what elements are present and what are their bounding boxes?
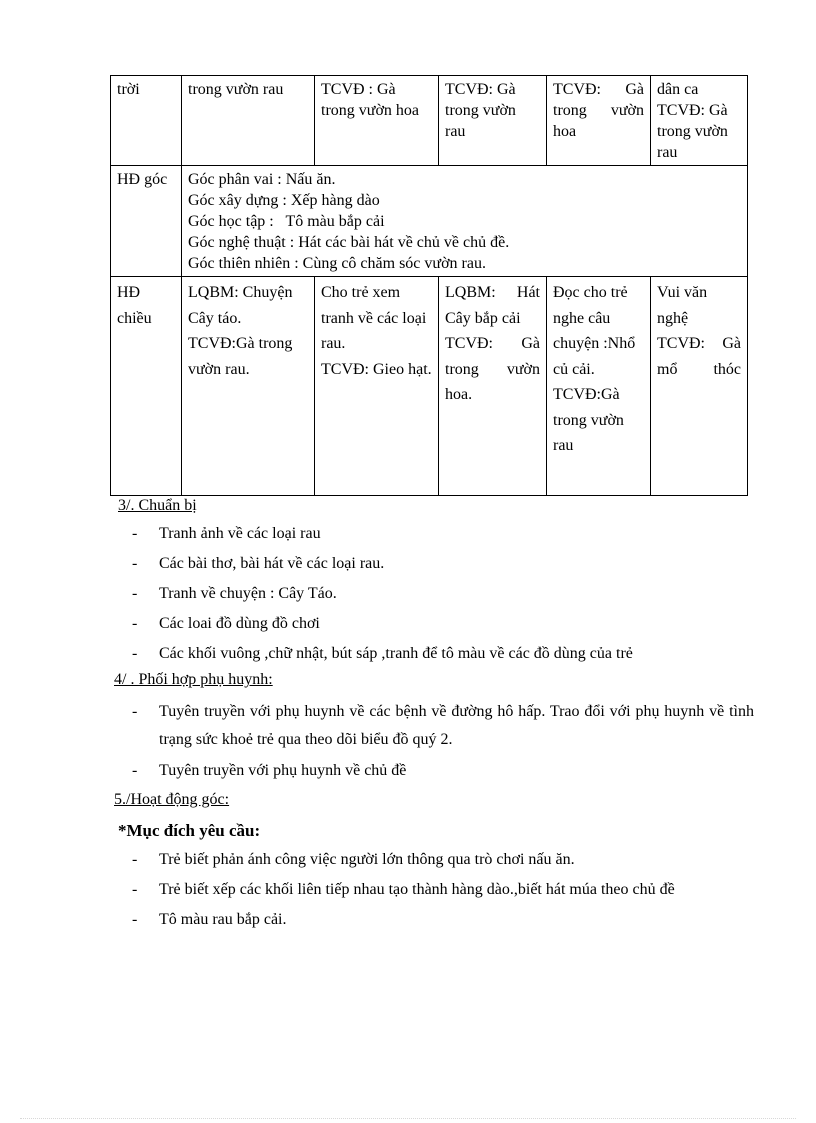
cell-text: Cho trẻ xem tranh về các loại rau. [321, 284, 427, 352]
table-cell: trong vườn rau [182, 76, 315, 166]
corners-heading: 5./Hoạt động góc: [114, 791, 230, 808]
cell-text: Đọc cho trẻ nghe câu chuyện :Nhổ củ cải. [553, 284, 636, 378]
table-row-corner-activities [111, 166, 748, 277]
list-item: - Tuyên truyền với phụ huynh về chủ đề [114, 758, 754, 784]
row-label-corner: HĐ góc [111, 166, 182, 277]
cell-text: LQBM: Hát Cây bắp cải [445, 284, 540, 327]
table-cell: dân ca TCVĐ: Gà trong vườn rau [651, 76, 748, 166]
cell-text: Vui văn nghệ [657, 284, 708, 327]
list-item: - Trẻ biết phản ánh công việc người lớn thông qua trò chơi nấu ăn. [114, 847, 754, 873]
table-cell: TCVĐ: Gà trong vườn hoa [547, 76, 651, 166]
list-item: - Tuyên truyền với phụ huynh về các bệnh về đường hô hấp. Trao đổi với phụ huynh về tình trạng sức khoẻ trẻ qua theo dõi biểu đồ quý 2. [114, 698, 754, 754]
table-cell: TCVĐ : Gà trong vườn hoa [315, 76, 439, 166]
corner-line: Góc nghệ thuật : Hát các bài hát về chủ về chủ đề. [188, 234, 510, 251]
corner-activities-cell [182, 166, 748, 277]
corner-line: Góc học tập : Tô màu bắp cải [188, 213, 385, 230]
table-cell: TCVĐ: Gà trong vườn rau [439, 76, 547, 166]
list-item: - Các khối vuông ,chữ nhật, bút sáp ,tranh để tô màu về các đồ dùng của trẻ [114, 641, 754, 667]
goal-list [114, 847, 754, 933]
cell-text: LQBM: Chuyện Cây táo. [188, 284, 293, 327]
list-item: - Các loai đồ dùng đồ chơi [114, 611, 754, 637]
cell-text: TCVĐ: Gà trong vườn hoa. [445, 335, 540, 403]
cell-text: TCVĐ:Gà trong vườn rau. [188, 335, 293, 378]
table-row-afternoon [111, 277, 748, 496]
list-item: - Tranh ảnh về các loại rau [114, 521, 754, 547]
corner-line: Góc xây dựng : Xếp hàng dào [188, 192, 380, 209]
table-cell [315, 277, 439, 496]
page-edge [20, 1118, 796, 1119]
parents-heading: 4/ . Phối hợp phụ huynh: [114, 671, 273, 688]
list-item: - Trẻ biết xếp các khối liên tiếp nhau tạo thành hàng dào.,biết hát múa theo chủ đề [114, 877, 754, 903]
table-cell [651, 277, 748, 496]
table-cell [439, 277, 547, 496]
prep-list [114, 521, 754, 667]
row-label-outdoor: trời [111, 76, 182, 166]
parents-list [114, 698, 754, 784]
schedule-table [110, 75, 748, 496]
list-item: - Tranh về chuyện : Cây Táo. [114, 581, 754, 607]
row-label-afternoon: HĐ chiều [111, 277, 182, 496]
cell-text: TCVĐ: Gà mổ thóc [657, 335, 741, 378]
cell-text: TCVĐ: Gieo hạt. [321, 360, 432, 378]
list-item: - Các bài thơ, bài hát về các loại rau. [114, 551, 754, 577]
goal-heading: *Mục đích yêu cầu: [118, 821, 261, 840]
prep-heading: 3/. Chuẩn bị [118, 497, 197, 514]
cell-text: TCVĐ:Gà trong vườn rau [553, 386, 624, 454]
table-cell [182, 277, 315, 496]
table-cell [547, 277, 651, 496]
corner-line: Góc phân vai : Nấu ăn. [188, 171, 336, 188]
table-row-outdoor [111, 76, 748, 166]
corner-line: Góc thiên nhiên : Cùng cô chăm sóc vườn rau. [188, 255, 486, 272]
document-body [114, 494, 754, 937]
list-item: - Tô màu rau bắp cải. [114, 907, 754, 933]
